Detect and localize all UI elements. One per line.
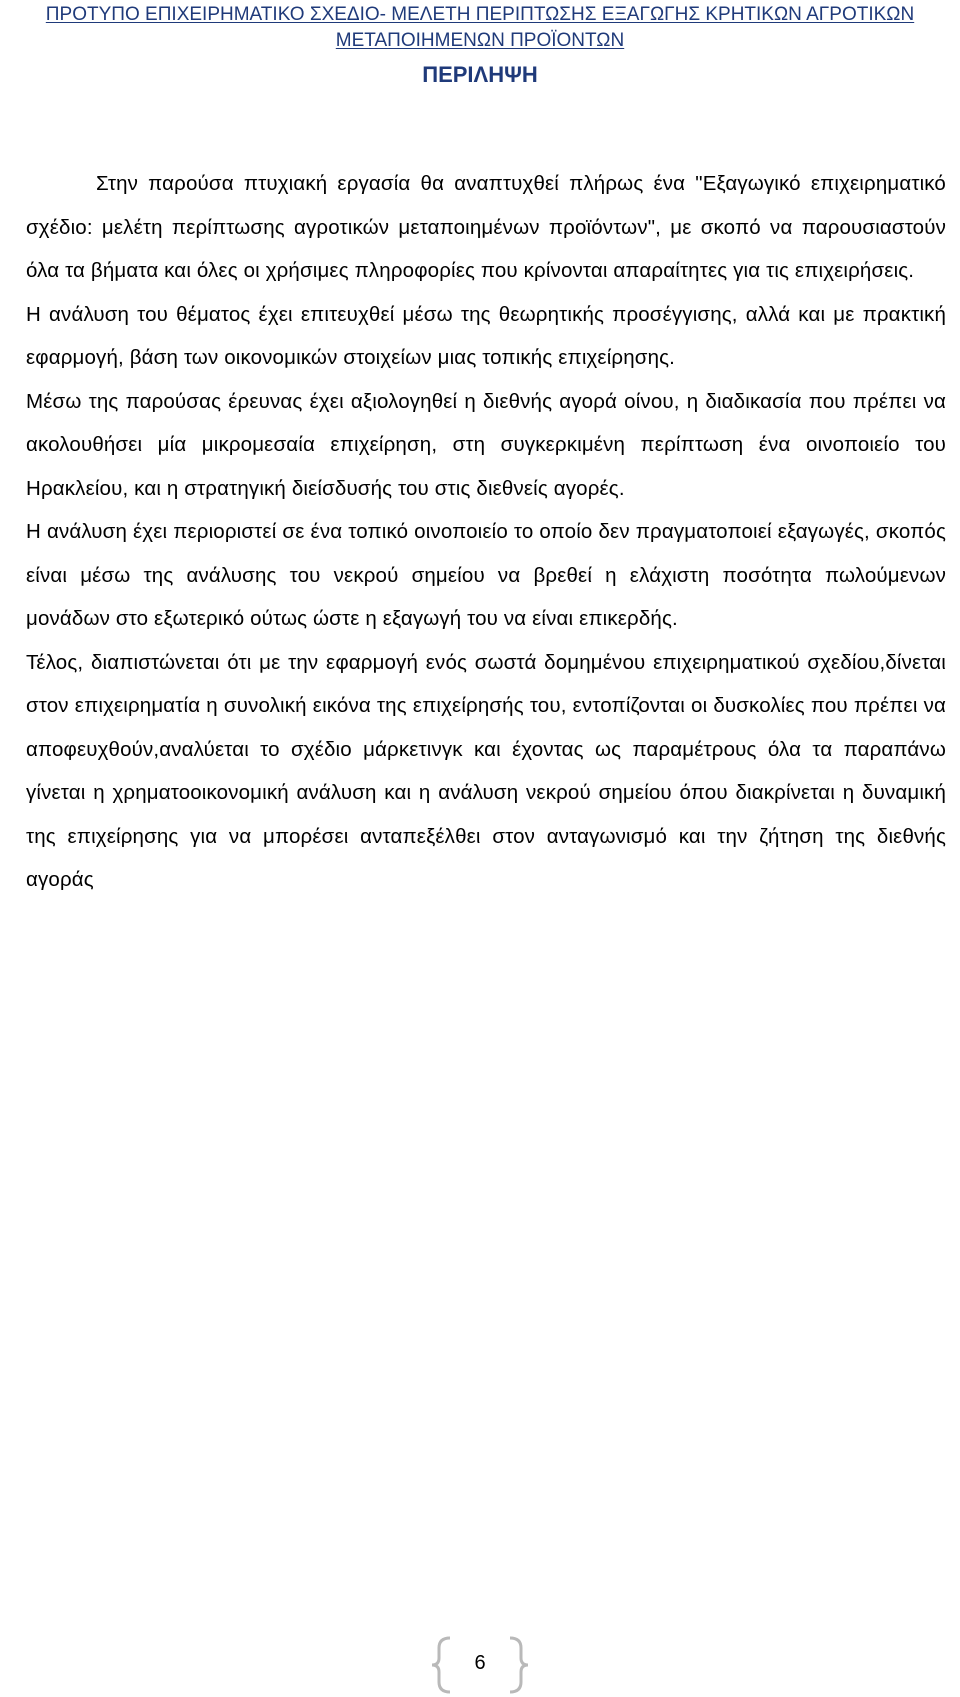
right-brace-icon [506,1636,530,1694]
page-footer [430,1636,530,1694]
paragraph-break-even: Η ανάλυση έχει περιοριστεί σε ένα τοπικό οινοποιείο το οποίο δεν πραγματοποιεί εξαγωγές, σκοπός είναι μέσω της ανάλυσης του νεκρού σημείου να βρεθεί η ελάχιστη ποσότητα πωλούμενων μονάδων στο εξωτερικό ούτως ώστε η εξαγωγή του να είναι επικερδής. [26,520,946,630]
paragraph-intro: Στην παρούσα πτυχιακή εργασία θα αναπτυχθεί πλήρως ένα "Εξαγωγικό επιχειρηματικό σχέδιο: μελέτη περίπτωσης αγροτικών μεταποιημένων προϊόντων", με σκοπό να παρουσιαστούν όλα τα βήματα και όλες οι χρήσιμες πληροφορίες που κρίνονται απαραίτητες για τις επιχειρήσεις. [26,172,946,282]
paragraph-research-scope: Μέσω της παρούσας έρευνας έχει αξιολογηθεί η διεθνής αγορά οίνου, η διαδικασία που πρέπει να ακολουθήσει μία μικρομεσαία επιχείρηση, στη συγκερκιμένη περίπτωση ένα οινοποιείο του Ηρακλείου, και η στρατηγική διείσδυσής του στις διεθνείς αγορές. [26,389,946,500]
abstract-body [26,162,946,902]
section-title: ΠΕΡΙΛΗΨΗ [422,62,538,87]
running-header [0,2,960,54]
paragraph-analysis-method: Η ανάλυση του θέματος έχει επιτευχθεί μέσω της θεωρητικής προσέγγισης, αλλά και με πρακτική εφαρμογή, βάση των οικονομικών στοιχείων μιας τοπικής επιχείρησης. [26,302,946,369]
paragraph-conclusion: Τέλος, διαπιστώνεται ότι με την εφαρμογή ενός σωστά δομημένου επιχειρηματικού σχεδίου,δίνεται στον επιχειρηματία η συνολική εικόνα της επιχείρησής του, εντοπίζονται οι δυσκολίες που πρέπει να αποφευχθούν,αναλύεται το σχέδιο μάρκετινγκ και έχοντας ως παραμέτρους όλα τα παραπάνω γίνεται η χρηματοοικονομική ανάλυση και η ανάλυση νεκρού σημείου όπου διακρίνεται η δυναμική της επιχείρησης για να μπορέσει ανταπεξέλθει στον ανταγωνισμό και την ζήτηση της διεθνής αγοράς [26,650,946,891]
page-number: 6 [474,1652,486,1674]
running-header-text: ΠΡΟΤΥΠΟ ΕΠΙΧΕΙΡΗΜΑΤΙΚΟ ΣΧΕΔΙΟ- ΜΕΛΕΤΗ ΠΕΡΙΠΤΩΣΗΣ ΕΞΑΓΩΓΗΣ ΚΡΗΤΙΚΩΝ ΑΓΡΟΤΙΚΩΝ ΜΕΤΑΠΟΙΗΜΕΝΩΝ ΠΡΟΪΟΝΤΩΝ [45,4,915,51]
